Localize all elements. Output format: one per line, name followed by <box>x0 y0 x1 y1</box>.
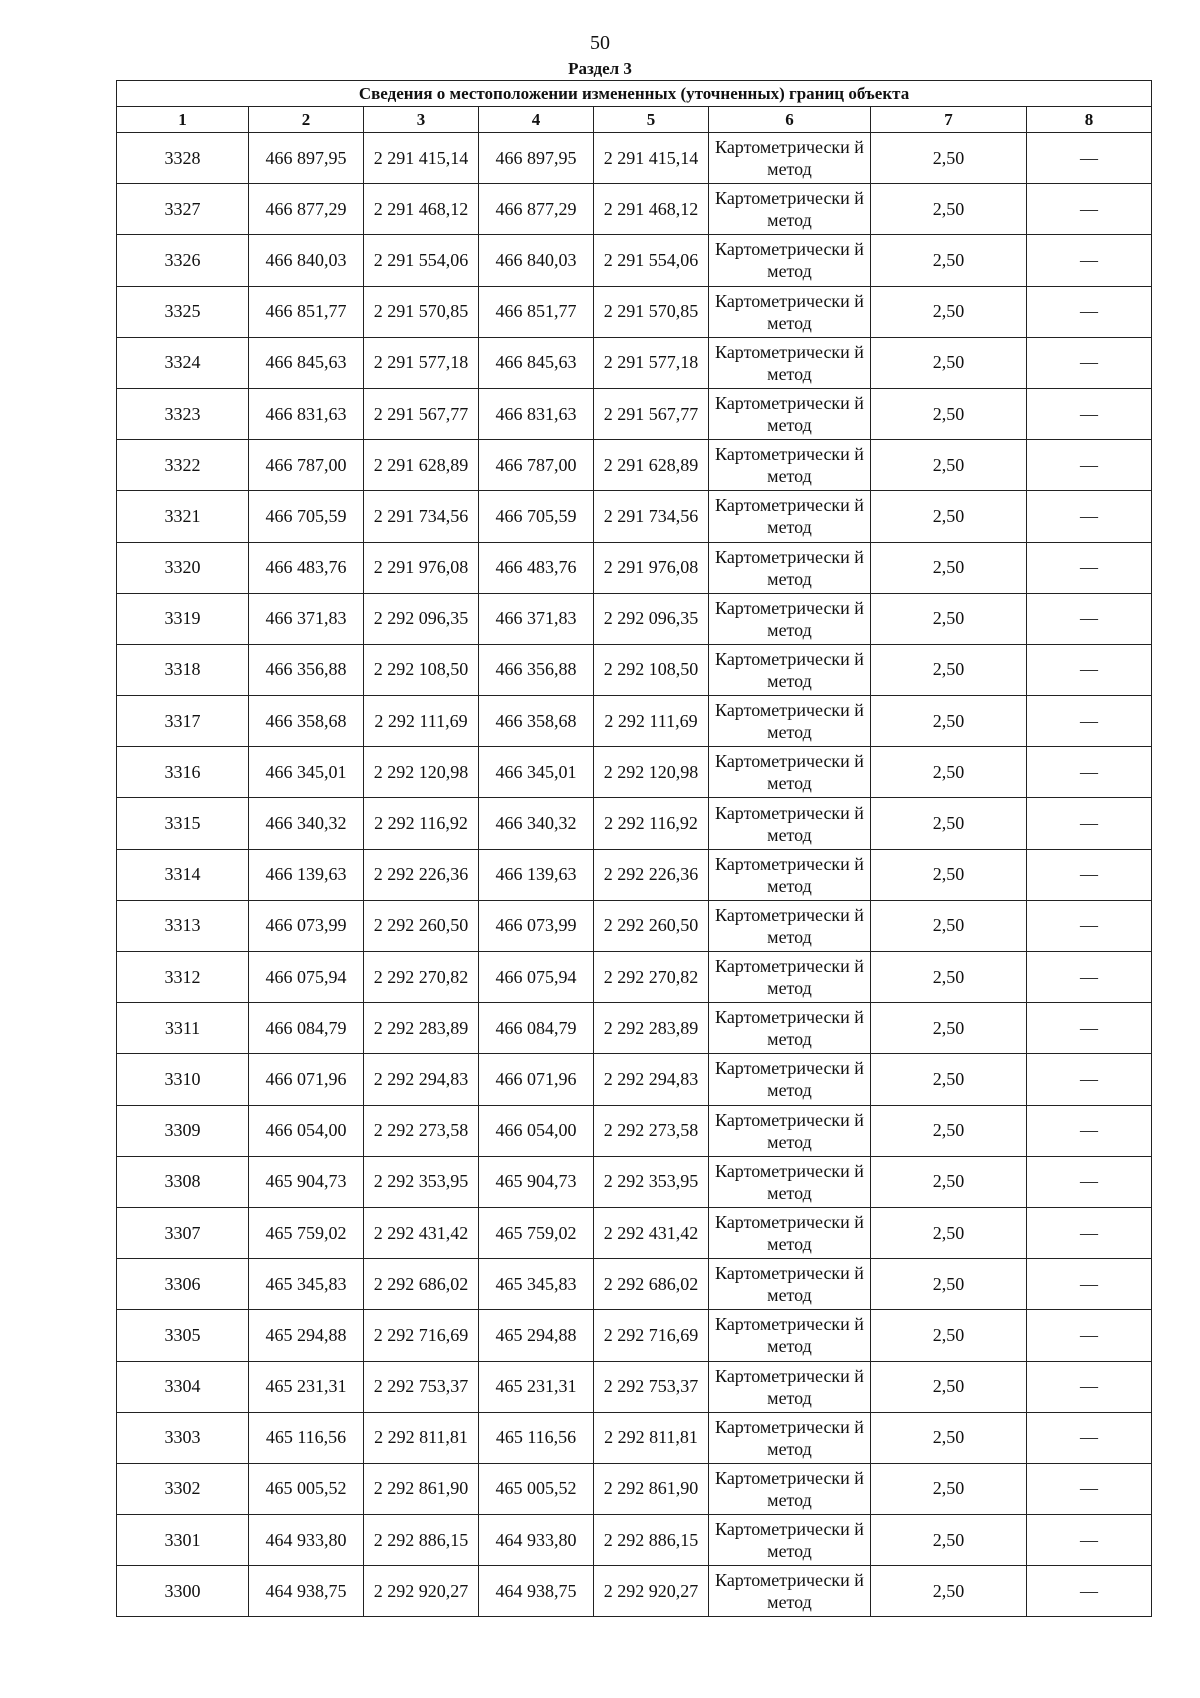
column-number: 2 <box>249 107 364 133</box>
table-body <box>117 133 1152 1617</box>
y-old-cell: 2 292 283,89 <box>364 1003 479 1054</box>
y-new-cell: 2 291 468,12 <box>594 184 709 235</box>
x-new-cell: 466 356,88 <box>479 644 594 695</box>
table-caption-row <box>117 81 1152 107</box>
accuracy-cell: 2,50 <box>871 184 1027 235</box>
x-old-cell: 465 294,88 <box>249 1310 364 1361</box>
table-row <box>117 388 1152 439</box>
point-number-cell: 3317 <box>117 696 249 747</box>
point-number-cell: 3324 <box>117 337 249 388</box>
x-old-cell: 466 139,63 <box>249 849 364 900</box>
column-number: 1 <box>117 107 249 133</box>
y-new-cell: 2 291 734,56 <box>594 491 709 542</box>
accuracy-cell: 2,50 <box>871 1463 1027 1514</box>
point-number-cell: 3310 <box>117 1054 249 1105</box>
point-number-cell: 3326 <box>117 235 249 286</box>
method-cell: Картометрически й метод <box>709 644 871 695</box>
y-new-cell: 2 292 886,15 <box>594 1515 709 1566</box>
accuracy-cell: 2,50 <box>871 337 1027 388</box>
y-old-cell: 2 291 570,85 <box>364 286 479 337</box>
table-row <box>117 184 1152 235</box>
table-row <box>117 133 1152 184</box>
description-cell: — <box>1027 133 1152 184</box>
x-new-cell: 465 116,56 <box>479 1412 594 1463</box>
x-new-cell: 466 787,00 <box>479 440 594 491</box>
y-old-cell: 2 291 415,14 <box>364 133 479 184</box>
method-cell: Картометрически й метод <box>709 133 871 184</box>
description-cell: — <box>1027 900 1152 951</box>
table-caption: Сведения о местоположении измененных (уточненных) границ объекта <box>117 81 1152 107</box>
y-old-cell: 2 292 886,15 <box>364 1515 479 1566</box>
table-row <box>117 440 1152 491</box>
y-old-cell: 2 292 811,81 <box>364 1412 479 1463</box>
point-number-cell: 3319 <box>117 593 249 644</box>
point-number-cell: 3308 <box>117 1156 249 1207</box>
description-cell: — <box>1027 184 1152 235</box>
x-old-cell: 466 071,96 <box>249 1054 364 1105</box>
accuracy-cell: 2,50 <box>871 696 1027 747</box>
accuracy-cell: 2,50 <box>871 1259 1027 1310</box>
point-number-cell: 3309 <box>117 1105 249 1156</box>
y-new-cell: 2 292 111,69 <box>594 696 709 747</box>
accuracy-cell: 2,50 <box>871 747 1027 798</box>
method-cell: Картометрически й метод <box>709 235 871 286</box>
y-new-cell: 2 292 920,27 <box>594 1566 709 1617</box>
accuracy-cell: 2,50 <box>871 388 1027 439</box>
y-new-cell: 2 292 108,50 <box>594 644 709 695</box>
x-old-cell: 465 345,83 <box>249 1259 364 1310</box>
y-old-cell: 2 292 686,02 <box>364 1259 479 1310</box>
y-new-cell: 2 292 096,35 <box>594 593 709 644</box>
y-new-cell: 2 291 976,08 <box>594 542 709 593</box>
method-cell: Картометрически й метод <box>709 747 871 798</box>
x-new-cell: 466 705,59 <box>479 491 594 542</box>
y-old-cell: 2 291 577,18 <box>364 337 479 388</box>
table-row <box>117 286 1152 337</box>
point-number-cell: 3318 <box>117 644 249 695</box>
x-old-cell: 466 851,77 <box>249 286 364 337</box>
point-number-cell: 3303 <box>117 1412 249 1463</box>
point-number-cell: 3328 <box>117 133 249 184</box>
accuracy-cell: 2,50 <box>871 1003 1027 1054</box>
y-old-cell: 2 292 716,69 <box>364 1310 479 1361</box>
description-cell: — <box>1027 952 1152 1003</box>
accuracy-cell: 2,50 <box>871 1412 1027 1463</box>
x-old-cell: 465 005,52 <box>249 1463 364 1514</box>
y-new-cell: 2 292 120,98 <box>594 747 709 798</box>
description-cell: — <box>1027 542 1152 593</box>
column-number: 7 <box>871 107 1027 133</box>
method-cell: Картометрически й метод <box>709 952 871 1003</box>
description-cell: — <box>1027 1515 1152 1566</box>
x-old-cell: 466 084,79 <box>249 1003 364 1054</box>
accuracy-cell: 2,50 <box>871 440 1027 491</box>
x-old-cell: 465 904,73 <box>249 1156 364 1207</box>
table-row <box>117 849 1152 900</box>
y-new-cell: 2 292 294,83 <box>594 1054 709 1105</box>
point-number-cell: 3315 <box>117 798 249 849</box>
y-new-cell: 2 292 116,92 <box>594 798 709 849</box>
x-old-cell: 466 705,59 <box>249 491 364 542</box>
y-old-cell: 2 292 108,50 <box>364 644 479 695</box>
point-number-cell: 3304 <box>117 1361 249 1412</box>
point-number-cell: 3313 <box>117 900 249 951</box>
table-row <box>117 1310 1152 1361</box>
y-old-cell: 2 291 734,56 <box>364 491 479 542</box>
x-old-cell: 466 345,01 <box>249 747 364 798</box>
accuracy-cell: 2,50 <box>871 491 1027 542</box>
boundary-coordinates-table <box>116 80 1152 1617</box>
column-number: 3 <box>364 107 479 133</box>
description-cell: — <box>1027 696 1152 747</box>
y-old-cell: 2 291 628,89 <box>364 440 479 491</box>
y-old-cell: 2 292 111,69 <box>364 696 479 747</box>
x-old-cell: 466 877,29 <box>249 184 364 235</box>
point-number-cell: 3320 <box>117 542 249 593</box>
accuracy-cell: 2,50 <box>871 1156 1027 1207</box>
method-cell: Картометрически й метод <box>709 1310 871 1361</box>
accuracy-cell: 2,50 <box>871 849 1027 900</box>
x-new-cell: 466 054,00 <box>479 1105 594 1156</box>
description-cell: — <box>1027 1566 1152 1617</box>
x-old-cell: 466 483,76 <box>249 542 364 593</box>
x-new-cell: 466 483,76 <box>479 542 594 593</box>
method-cell: Картометрически й метод <box>709 849 871 900</box>
point-number-cell: 3311 <box>117 1003 249 1054</box>
method-cell: Картометрически й метод <box>709 440 871 491</box>
y-new-cell: 2 292 811,81 <box>594 1412 709 1463</box>
method-cell: Картометрически й метод <box>709 696 871 747</box>
table-row <box>117 491 1152 542</box>
table-row <box>117 1515 1152 1566</box>
y-new-cell: 2 292 353,95 <box>594 1156 709 1207</box>
y-new-cell: 2 292 716,69 <box>594 1310 709 1361</box>
table-row <box>117 952 1152 1003</box>
description-cell: — <box>1027 337 1152 388</box>
description-cell: — <box>1027 849 1152 900</box>
y-new-cell: 2 292 273,58 <box>594 1105 709 1156</box>
method-cell: Картометрически й метод <box>709 542 871 593</box>
point-number-cell: 3316 <box>117 747 249 798</box>
x-old-cell: 466 356,88 <box>249 644 364 695</box>
method-cell: Картометрически й метод <box>709 1105 871 1156</box>
y-old-cell: 2 291 976,08 <box>364 542 479 593</box>
y-old-cell: 2 291 554,06 <box>364 235 479 286</box>
accuracy-cell: 2,50 <box>871 1105 1027 1156</box>
x-new-cell: 466 084,79 <box>479 1003 594 1054</box>
table-row <box>117 593 1152 644</box>
method-cell: Картометрически й метод <box>709 337 871 388</box>
x-new-cell: 465 904,73 <box>479 1156 594 1207</box>
method-cell: Картометрически й метод <box>709 286 871 337</box>
table-row <box>117 542 1152 593</box>
y-new-cell: 2 292 861,90 <box>594 1463 709 1514</box>
y-old-cell: 2 292 920,27 <box>364 1566 479 1617</box>
point-number-cell: 3322 <box>117 440 249 491</box>
table-row <box>117 696 1152 747</box>
x-old-cell: 466 840,03 <box>249 235 364 286</box>
method-cell: Картометрически й метод <box>709 1463 871 1514</box>
x-old-cell: 465 231,31 <box>249 1361 364 1412</box>
x-new-cell: 466 139,63 <box>479 849 594 900</box>
table-row <box>117 1054 1152 1105</box>
x-new-cell: 465 005,52 <box>479 1463 594 1514</box>
accuracy-cell: 2,50 <box>871 235 1027 286</box>
method-cell: Картометрически й метод <box>709 900 871 951</box>
x-new-cell: 466 840,03 <box>479 235 594 286</box>
x-old-cell: 466 358,68 <box>249 696 364 747</box>
method-cell: Картометрически й метод <box>709 1515 871 1566</box>
point-number-cell: 3314 <box>117 849 249 900</box>
y-new-cell: 2 291 570,85 <box>594 286 709 337</box>
method-cell: Картометрически й метод <box>709 798 871 849</box>
x-old-cell: 466 845,63 <box>249 337 364 388</box>
column-number-row <box>117 107 1152 133</box>
method-cell: Картометрически й метод <box>709 1412 871 1463</box>
x-new-cell: 466 073,99 <box>479 900 594 951</box>
y-old-cell: 2 291 567,77 <box>364 388 479 439</box>
y-old-cell: 2 292 353,95 <box>364 1156 479 1207</box>
page-number: 50 <box>590 32 610 54</box>
description-cell: — <box>1027 1003 1152 1054</box>
x-old-cell: 465 116,56 <box>249 1412 364 1463</box>
accuracy-cell: 2,50 <box>871 593 1027 644</box>
y-old-cell: 2 292 294,83 <box>364 1054 479 1105</box>
y-new-cell: 2 292 260,50 <box>594 900 709 951</box>
point-number-cell: 3300 <box>117 1566 249 1617</box>
table-row <box>117 1566 1152 1617</box>
description-cell: — <box>1027 1361 1152 1412</box>
x-new-cell: 466 345,01 <box>479 747 594 798</box>
accuracy-cell: 2,50 <box>871 1054 1027 1105</box>
column-number: 8 <box>1027 107 1152 133</box>
x-old-cell: 465 759,02 <box>249 1207 364 1258</box>
x-old-cell: 466 897,95 <box>249 133 364 184</box>
point-number-cell: 3302 <box>117 1463 249 1514</box>
y-new-cell: 2 292 431,42 <box>594 1207 709 1258</box>
x-new-cell: 465 231,31 <box>479 1361 594 1412</box>
y-old-cell: 2 292 270,82 <box>364 952 479 1003</box>
y-new-cell: 2 291 415,14 <box>594 133 709 184</box>
point-number-cell: 3312 <box>117 952 249 1003</box>
table-row <box>117 644 1152 695</box>
x-new-cell: 465 345,83 <box>479 1259 594 1310</box>
method-cell: Картометрически й метод <box>709 388 871 439</box>
table-row <box>117 1361 1152 1412</box>
method-cell: Картометрически й метод <box>709 1003 871 1054</box>
x-new-cell: 466 831,63 <box>479 388 594 439</box>
description-cell: — <box>1027 1105 1152 1156</box>
x-new-cell: 466 371,83 <box>479 593 594 644</box>
description-cell: — <box>1027 1463 1152 1514</box>
point-number-cell: 3327 <box>117 184 249 235</box>
table-row <box>117 1259 1152 1310</box>
y-new-cell: 2 292 226,36 <box>594 849 709 900</box>
accuracy-cell: 2,50 <box>871 1515 1027 1566</box>
point-number-cell: 3306 <box>117 1259 249 1310</box>
point-number-cell: 3305 <box>117 1310 249 1361</box>
description-cell: — <box>1027 1310 1152 1361</box>
x-new-cell: 464 938,75 <box>479 1566 594 1617</box>
y-new-cell: 2 291 554,06 <box>594 235 709 286</box>
point-number-cell: 3301 <box>117 1515 249 1566</box>
description-cell: — <box>1027 388 1152 439</box>
x-old-cell: 466 054,00 <box>249 1105 364 1156</box>
method-cell: Картометрически й метод <box>709 593 871 644</box>
accuracy-cell: 2,50 <box>871 798 1027 849</box>
x-old-cell: 466 073,99 <box>249 900 364 951</box>
accuracy-cell: 2,50 <box>871 1207 1027 1258</box>
section-title: Раздел 3 <box>568 59 632 78</box>
method-cell: Картометрически й метод <box>709 1259 871 1310</box>
description-cell: — <box>1027 1259 1152 1310</box>
point-number-cell: 3307 <box>117 1207 249 1258</box>
table-row <box>117 1105 1152 1156</box>
description-cell: — <box>1027 491 1152 542</box>
x-old-cell: 464 938,75 <box>249 1566 364 1617</box>
x-old-cell: 466 340,32 <box>249 798 364 849</box>
y-old-cell: 2 292 120,98 <box>364 747 479 798</box>
description-cell: — <box>1027 1054 1152 1105</box>
y-old-cell: 2 292 861,90 <box>364 1463 479 1514</box>
x-new-cell: 465 294,88 <box>479 1310 594 1361</box>
point-number-cell: 3323 <box>117 388 249 439</box>
method-cell: Картометрически й метод <box>709 1566 871 1617</box>
y-old-cell: 2 292 116,92 <box>364 798 479 849</box>
table-row <box>117 1412 1152 1463</box>
method-cell: Картометрически й метод <box>709 1361 871 1412</box>
table-row <box>117 798 1152 849</box>
y-old-cell: 2 291 468,12 <box>364 184 479 235</box>
description-cell: — <box>1027 747 1152 798</box>
y-new-cell: 2 291 577,18 <box>594 337 709 388</box>
x-new-cell: 464 933,80 <box>479 1515 594 1566</box>
table-row <box>117 1003 1152 1054</box>
x-new-cell: 466 075,94 <box>479 952 594 1003</box>
accuracy-cell: 2,50 <box>871 133 1027 184</box>
point-number-cell: 3321 <box>117 491 249 542</box>
accuracy-cell: 2,50 <box>871 900 1027 951</box>
x-new-cell: 466 845,63 <box>479 337 594 388</box>
x-old-cell: 466 831,63 <box>249 388 364 439</box>
y-old-cell: 2 292 753,37 <box>364 1361 479 1412</box>
x-new-cell: 466 340,32 <box>479 798 594 849</box>
accuracy-cell: 2,50 <box>871 1361 1027 1412</box>
y-old-cell: 2 292 096,35 <box>364 593 479 644</box>
method-cell: Картометрически й метод <box>709 184 871 235</box>
description-cell: — <box>1027 440 1152 491</box>
y-old-cell: 2 292 431,42 <box>364 1207 479 1258</box>
x-old-cell: 466 371,83 <box>249 593 364 644</box>
y-new-cell: 2 292 686,02 <box>594 1259 709 1310</box>
accuracy-cell: 2,50 <box>871 286 1027 337</box>
x-old-cell: 466 075,94 <box>249 952 364 1003</box>
description-cell: — <box>1027 1207 1152 1258</box>
description-cell: — <box>1027 644 1152 695</box>
x-new-cell: 466 071,96 <box>479 1054 594 1105</box>
accuracy-cell: 2,50 <box>871 644 1027 695</box>
accuracy-cell: 2,50 <box>871 952 1027 1003</box>
y-new-cell: 2 292 270,82 <box>594 952 709 1003</box>
accuracy-cell: 2,50 <box>871 1566 1027 1617</box>
method-cell: Картометрически й метод <box>709 1054 871 1105</box>
y-old-cell: 2 292 226,36 <box>364 849 479 900</box>
method-cell: Картометрически й метод <box>709 1207 871 1258</box>
method-cell: Картометрически й метод <box>709 491 871 542</box>
y-new-cell: 2 291 628,89 <box>594 440 709 491</box>
x-new-cell: 466 897,95 <box>479 133 594 184</box>
y-new-cell: 2 291 567,77 <box>594 388 709 439</box>
x-new-cell: 465 759,02 <box>479 1207 594 1258</box>
x-old-cell: 464 933,80 <box>249 1515 364 1566</box>
x-new-cell: 466 358,68 <box>479 696 594 747</box>
table-row <box>117 337 1152 388</box>
accuracy-cell: 2,50 <box>871 1310 1027 1361</box>
x-old-cell: 466 787,00 <box>249 440 364 491</box>
table-row <box>117 235 1152 286</box>
point-number-cell: 3325 <box>117 286 249 337</box>
table-row <box>117 1156 1152 1207</box>
table-row <box>117 1463 1152 1514</box>
table-row <box>117 1207 1152 1258</box>
method-cell: Картометрически й метод <box>709 1156 871 1207</box>
column-number: 5 <box>594 107 709 133</box>
y-new-cell: 2 292 283,89 <box>594 1003 709 1054</box>
x-new-cell: 466 877,29 <box>479 184 594 235</box>
description-cell: — <box>1027 798 1152 849</box>
column-number: 4 <box>479 107 594 133</box>
table-row <box>117 900 1152 951</box>
accuracy-cell: 2,50 <box>871 542 1027 593</box>
description-cell: — <box>1027 1156 1152 1207</box>
y-old-cell: 2 292 260,50 <box>364 900 479 951</box>
table-row <box>117 747 1152 798</box>
x-new-cell: 466 851,77 <box>479 286 594 337</box>
description-cell: — <box>1027 235 1152 286</box>
y-new-cell: 2 292 753,37 <box>594 1361 709 1412</box>
description-cell: — <box>1027 593 1152 644</box>
description-cell: — <box>1027 286 1152 337</box>
description-cell: — <box>1027 1412 1152 1463</box>
y-old-cell: 2 292 273,58 <box>364 1105 479 1156</box>
column-number: 6 <box>709 107 871 133</box>
